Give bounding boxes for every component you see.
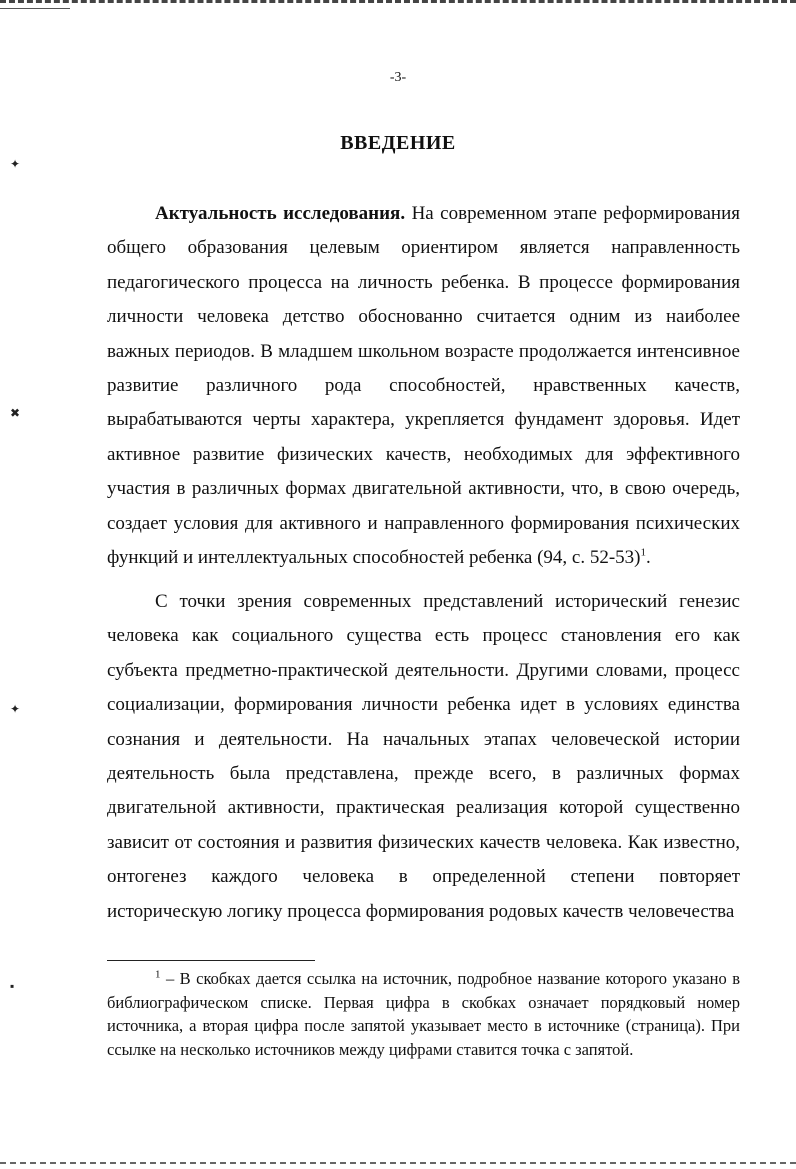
paragraph-end: . (645, 547, 651, 569)
page-number: -3- (389, 70, 407, 85)
paragraph-genesis (107, 585, 740, 929)
margin-mark: ▪ (10, 979, 15, 993)
paragraph-relevance (107, 197, 740, 575)
paragraph-lead: Актуальность исследования. (155, 203, 406, 224)
footnote-marker: 1 (155, 968, 161, 981)
paragraph-text: На современном этапе реформирования общего образования целевым ориентиром является направленность педагогического процесса на личность ребенка. В процессе формирования личности человека детство обоснованно считается одним из наиболее важных периодов. В младшем школьном возрасте продолжается интенсивное развитие различного рода способностей, нравственных качеств, вырабатываются черты характера, укрепляется фундамент здоровья. Идет активное развитие физических качеств, необходимых для эффективного участия в различных формах двигательной активности, что, в свою очередь, создает условия для активного и направленного формирования психических функций и интеллектуальных способностей ребенка (94, с. 52-53) (107, 203, 740, 569)
scan-edge-top-mark (0, 8, 70, 9)
footnote (107, 967, 740, 1061)
footnote-paragraph (107, 967, 740, 1061)
paragraph: С точки зрения современных представлений исторический генезис человека как социального существа есть процесс становления его как субъекта предметно-практической деятельности. Другими словами, процесс социализации, формирования личности ребенка идет в условиях единства сознания и деятельности. На начальных этапах человеческой истории деятельность была представлена, прежде всего, в различных формах двигательной активности, практическая реализация которой существенно зависит от состояния и развития физических качеств человека. Как известно, онтогенез каждого человека в определенной степени повторяет историческую логику процесса формирования родовых качеств человечества (107, 591, 740, 922)
footnote-reference: 1 (640, 546, 646, 559)
margin-mark: ✦ (10, 702, 21, 716)
page-title: ВВЕДЕНИЕ (340, 132, 456, 154)
footnote-separator (107, 960, 315, 961)
margin-mark: ✖ (10, 406, 21, 420)
footnote-text: – В скобках дается ссылка на источник, подробное название которого указано в библиографическом списке. Первая цифра в скобках означает порядковый номер источника, а вторая цифра после запятой указывает место в источнике (страница). При ссылке на несколько источников между цифрами ставится точка с запятой. (107, 969, 740, 1059)
scan-edge-bottom (0, 1162, 796, 1164)
scan-edge-top (0, 0, 796, 3)
paragraph (107, 197, 740, 575)
margin-mark: ✦ (10, 157, 21, 171)
